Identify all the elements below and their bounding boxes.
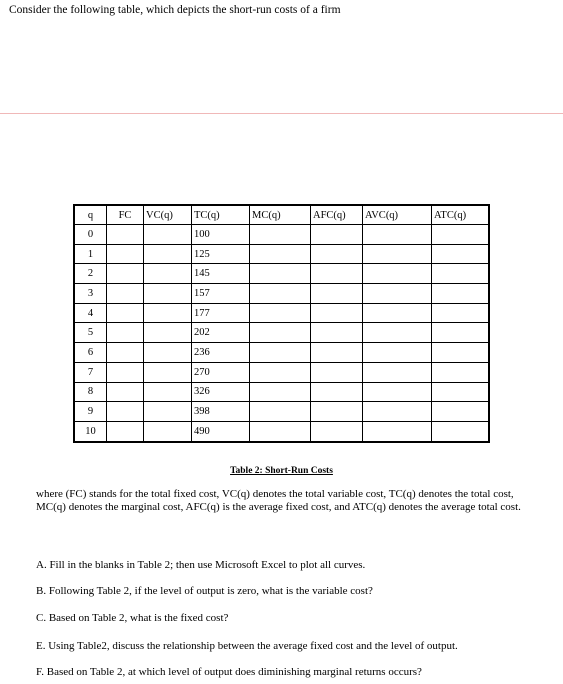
cell-avc — [363, 323, 432, 343]
cell-q: 2 — [74, 264, 107, 284]
cell-fc — [107, 402, 144, 422]
cell-atc — [432, 402, 490, 422]
cell-afc — [311, 284, 363, 304]
cell-mc — [250, 421, 311, 441]
cell-tc: 125 — [192, 244, 250, 264]
cell-vc — [144, 264, 192, 284]
cell-q: 8 — [74, 382, 107, 402]
cell-vc — [144, 244, 192, 264]
cell-afc — [311, 362, 363, 382]
question-a: A. Fill in the blanks in Table 2; then use Microsoft Excel to plot all curves. — [36, 559, 366, 571]
header-afc: AFC(q) — [311, 205, 363, 225]
cell-vc — [144, 382, 192, 402]
cell-tc: 202 — [192, 323, 250, 343]
cell-fc — [107, 421, 144, 441]
cell-vc — [144, 303, 192, 323]
cell-afc — [311, 264, 363, 284]
cell-tc: 326 — [192, 382, 250, 402]
cell-vc — [144, 402, 192, 422]
cell-mc — [250, 402, 311, 422]
table-row — [74, 264, 489, 284]
question-e: E. Using Table2, discuss the relationship between the average fixed cost and the level of output. — [36, 640, 458, 652]
cell-atc — [432, 421, 490, 441]
cell-avc — [363, 225, 432, 245]
table-row — [74, 244, 489, 264]
cell-avc — [363, 382, 432, 402]
short-run-costs-table — [73, 204, 490, 443]
cell-mc — [250, 244, 311, 264]
cell-q: 9 — [74, 402, 107, 422]
table-row — [74, 421, 489, 441]
cell-mc — [250, 343, 311, 363]
header-vc: VC(q) — [144, 205, 192, 225]
header-q: q — [74, 205, 107, 225]
cell-vc — [144, 284, 192, 304]
cell-atc — [432, 284, 490, 304]
cell-tc: 398 — [192, 402, 250, 422]
intro-text: Consider the following table, which depicts the short-run costs of a firm — [9, 4, 341, 16]
cell-q: 0 — [74, 225, 107, 245]
cell-atc — [432, 225, 490, 245]
header-mc: MC(q) — [250, 205, 311, 225]
header-avc: AVC(q) — [363, 205, 432, 225]
cell-afc — [311, 323, 363, 343]
cell-afc — [311, 402, 363, 422]
cell-q: 10 — [74, 421, 107, 441]
cell-fc — [107, 382, 144, 402]
cell-afc — [311, 244, 363, 264]
cell-fc — [107, 225, 144, 245]
cell-mc — [250, 362, 311, 382]
cell-mc — [250, 382, 311, 402]
cell-fc — [107, 244, 144, 264]
cell-tc: 490 — [192, 421, 250, 441]
table-row — [74, 343, 489, 363]
cell-fc — [107, 362, 144, 382]
definition-paragraph: where (FC) stands for the total fixed cost, VC(q) denotes the total variable cost, TC(q) denotes the total cost, MC(q) denotes the marginal cost, AFC(q) is the average fixed cost, and ATC(q) denotes the average total cost. — [36, 488, 521, 514]
cell-vc — [144, 323, 192, 343]
table-row — [74, 362, 489, 382]
question-b: B. Following Table 2, if the level of output is zero, what is the variable cost? — [36, 585, 373, 597]
cell-q: 5 — [74, 323, 107, 343]
cell-vc — [144, 343, 192, 363]
cell-afc — [311, 421, 363, 441]
cell-atc — [432, 382, 490, 402]
cell-atc — [432, 362, 490, 382]
divider-line — [0, 113, 563, 114]
cell-tc: 236 — [192, 343, 250, 363]
cell-tc: 145 — [192, 264, 250, 284]
cell-avc — [363, 284, 432, 304]
cell-avc — [363, 402, 432, 422]
cell-vc — [144, 421, 192, 441]
table-row — [74, 382, 489, 402]
header-fc: FC — [107, 205, 144, 225]
cell-q: 3 — [74, 284, 107, 304]
cell-q: 6 — [74, 343, 107, 363]
cell-avc — [363, 244, 432, 264]
table-header-row — [74, 205, 489, 225]
cell-tc: 177 — [192, 303, 250, 323]
table-row — [74, 284, 489, 304]
cell-q: 1 — [74, 244, 107, 264]
cell-avc — [363, 421, 432, 441]
cell-q: 4 — [74, 303, 107, 323]
cell-avc — [363, 362, 432, 382]
question-c: C. Based on Table 2, what is the fixed cost? — [36, 612, 229, 624]
table-row — [74, 303, 489, 323]
cell-q: 7 — [74, 362, 107, 382]
cell-mc — [250, 264, 311, 284]
cell-atc — [432, 244, 490, 264]
cell-fc — [107, 323, 144, 343]
cell-avc — [363, 303, 432, 323]
cell-fc — [107, 303, 144, 323]
cell-vc — [144, 362, 192, 382]
cell-atc — [432, 323, 490, 343]
cell-fc — [107, 284, 144, 304]
cell-mc — [250, 225, 311, 245]
cell-mc — [250, 303, 311, 323]
cell-avc — [363, 264, 432, 284]
cell-atc — [432, 303, 490, 323]
cell-tc: 157 — [192, 284, 250, 304]
question-f: F. Based on Table 2, at which level of output does diminishing marginal returns occurs? — [36, 666, 422, 678]
cell-fc — [107, 264, 144, 284]
cell-afc — [311, 382, 363, 402]
cell-afc — [311, 225, 363, 245]
table-row — [74, 323, 489, 343]
cell-avc — [363, 343, 432, 363]
cell-tc: 270 — [192, 362, 250, 382]
table-row — [74, 225, 489, 245]
cell-atc — [432, 264, 490, 284]
cell-mc — [250, 323, 311, 343]
table-body — [74, 205, 489, 442]
cell-mc — [250, 284, 311, 304]
header-atc: ATC(q) — [432, 205, 490, 225]
table-caption: Table 2: Short-Run Costs — [230, 466, 333, 476]
cell-fc — [107, 343, 144, 363]
cell-vc — [144, 225, 192, 245]
cell-tc: 100 — [192, 225, 250, 245]
cell-afc — [311, 303, 363, 323]
table-row — [74, 402, 489, 422]
cell-atc — [432, 343, 490, 363]
header-tc: TC(q) — [192, 205, 250, 225]
cell-afc — [311, 343, 363, 363]
